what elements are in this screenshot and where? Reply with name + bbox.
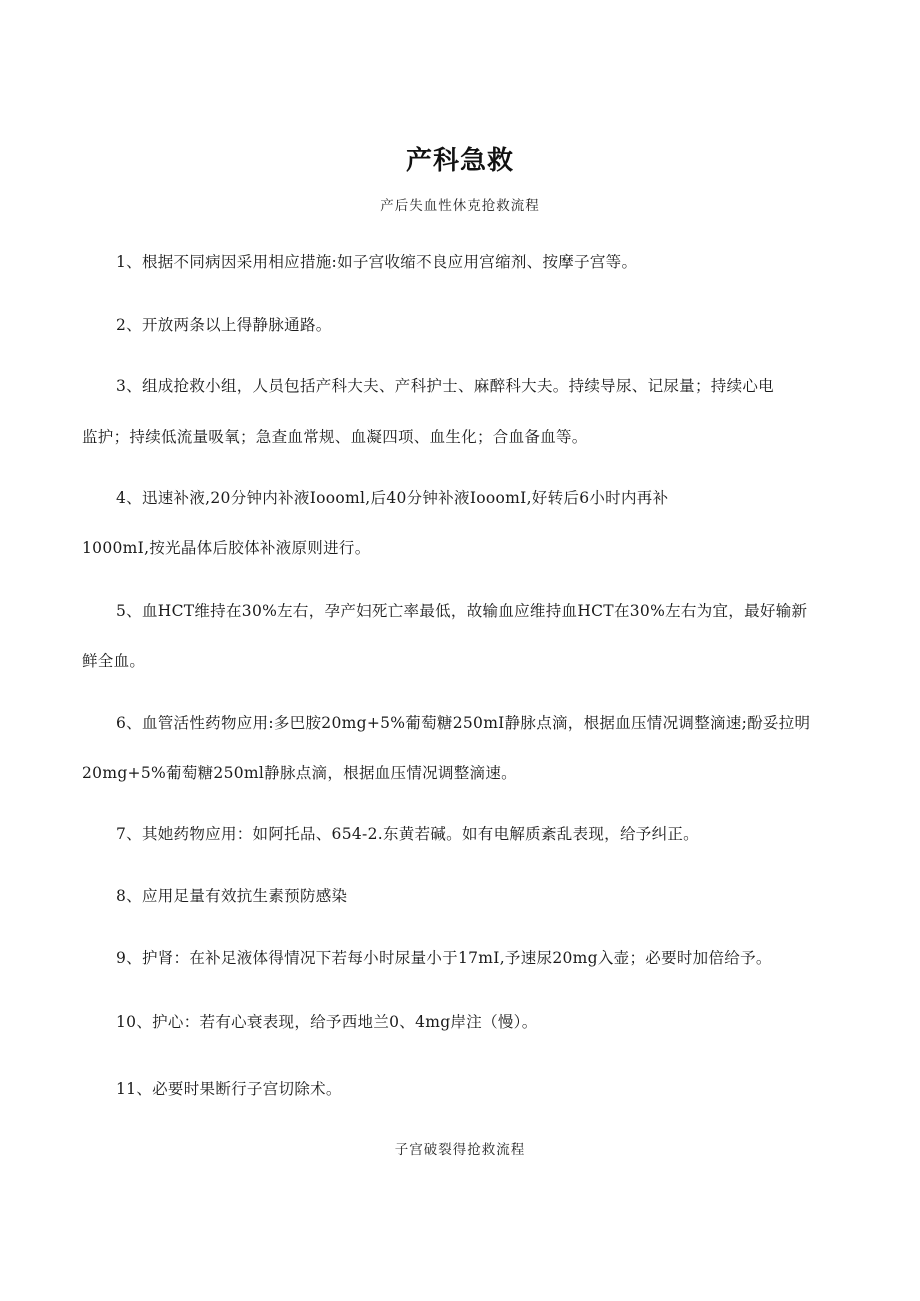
- list-item-5-continued: 鲜全血。: [82, 652, 146, 670]
- section-heading-uterine-rupture: 子宫破裂得抢救流程: [394, 1142, 526, 1158]
- list-item-8: 8、应用足量有效抗生素预防感染: [116, 887, 348, 905]
- list-item-3-continued: 监护；持续低流量吸氧；急查血常规、血凝四项、血生化；合血备血等。: [82, 428, 588, 446]
- list-item-7: 7、其她药物应用：如阿托品、654-2.东黄若碱。如有电解质紊乱表现，给予纠正。: [116, 825, 699, 843]
- list-item-10: 10、护心：若有心衰表现，给予西地兰0、4mg岸注（慢）。: [116, 1013, 538, 1031]
- list-item-6: 6、血管活性药物应用:多巴胺20mg+5%葡萄糖250mI静脉点滴，根据血压情况调整滴速;酚妥拉明: [116, 714, 811, 732]
- list-item-1: 1、根据不同病因采用相应措施:如子宫收缩不良应用宫缩剂、按摩子宫等。: [116, 253, 638, 271]
- section-heading-postpartum-shock: 产后失血性休克抢救流程: [380, 198, 540, 214]
- list-item-3: 3、组成抢救小组，人员包括产科大夫、产科护士、麻醉科大夫。持续导尿、记尿量；持续心电: [116, 377, 774, 395]
- list-item-11: 11、必要时果断行子宫切除术。: [116, 1080, 342, 1098]
- list-item-4-continued: 1000mI,按光晶体后胶体补液原则进行。: [82, 539, 371, 557]
- list-item-5: 5、血HCT维持在30%左右，孕产妇死亡率最低，故输血应维持血HCT在30%左右为宜，最好输新: [116, 602, 808, 620]
- list-item-9: 9、护肾：在补足液体得情况下若每小时尿量小于17mI,予速尿20mg入壶；必要时加倍给予。: [116, 949, 772, 967]
- document-title: 产科急救: [405, 146, 514, 176]
- list-item-4: 4、迅速补液,20分钟内补液Ioooml,后40分钟补液IooomI,好转后6小时内再补: [116, 489, 669, 507]
- list-item-2: 2、开放两条以上得静脉通路。: [116, 316, 332, 334]
- list-item-6-continued: 20mg+5%葡萄糖250ml静脉点滴，根据血压情况调整滴速。: [82, 764, 517, 782]
